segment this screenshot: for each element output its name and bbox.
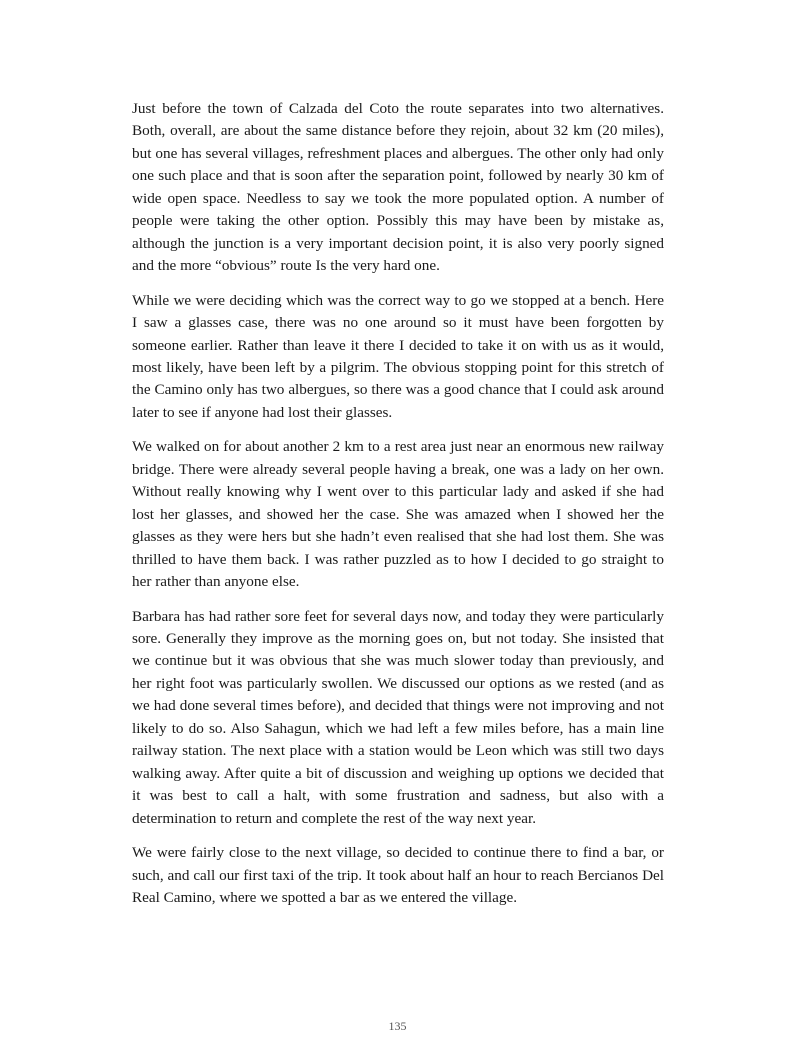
paragraph-next-village: We were fairly close to the next village, so decided to continue there to find a bar, or such, and call our first taxi of the trip. It took about half an hour to reach Bercianos Del Real Camino, where we spotted a bar as we entered the village. — [132, 844, 664, 906]
body-text — [132, 98, 664, 921]
paragraph-calzada-del-coto: Just before the town of Calzada del Coto the route separates into two alternatives. Both, overall, are about the same distance before they rejoin, about 32 km (20 miles), but one has several villages, refreshment places and albergues. The other only had only one such place and that is soon after the separation point, followed by nearly 30 km of wide open space. Needless to say we took the more populated option. A number of people were taking the other option. Possibly this may have been by mistake as, although the junction is a very important decision point, it is also very poorly signed and the more “obvious” route Is the very hard one. — [132, 100, 664, 275]
paragraph-rest-area: We walked on for about another 2 km to a rest area just near an enormous new railway bridge. There were already several people having a break, one was a lady on her own. Without really knowing why I went over to this particular lady and asked if she had lost her glasses, and showed her the case. She was amazed when I showed her the glasses as they were hers but she hadn’t even realised that she had lost them. She was thrilled to have them back. I was rather puzzled as to how I decided to go straight to her rather than anyone else. — [132, 438, 664, 591]
paragraph-glasses-case: While we were deciding which was the correct way to go we stopped at a bench. Here I saw a glasses case, there was no one around so it must have been forgotten by someone earlier. Rather than leave it there I decided to take it on with us as it would, most likely, have been left by a pilgrim. The obvious stopping point for this stretch of the Camino only has two albergues, so there was a good chance that I could ask around later to see if anyone had lost their glasses. — [132, 291, 664, 421]
paragraph-sore-feet: Barbara has had rather sore feet for several days now, and today they were particularly sore. Generally they improve as the morning goes on, but not today. She insisted that we continue but it was obvious that she was much slower today than previously, and her right foot was particularly swollen. We discussed our options as we rested (and as we had done several times before), and decided that things were not improving and not likely to do so. Also Sahagun, which we had left a few miles before, has a main line railway station. The next place with a station would be Leon which was still two days walking away. After quite a bit of discussion and weighing up options we decided that it was best to call a halt, with some frustration and sadness, but also with a determination to return and complete the rest of the way next year. — [132, 607, 664, 827]
page-number: 135 — [388, 1019, 407, 1033]
